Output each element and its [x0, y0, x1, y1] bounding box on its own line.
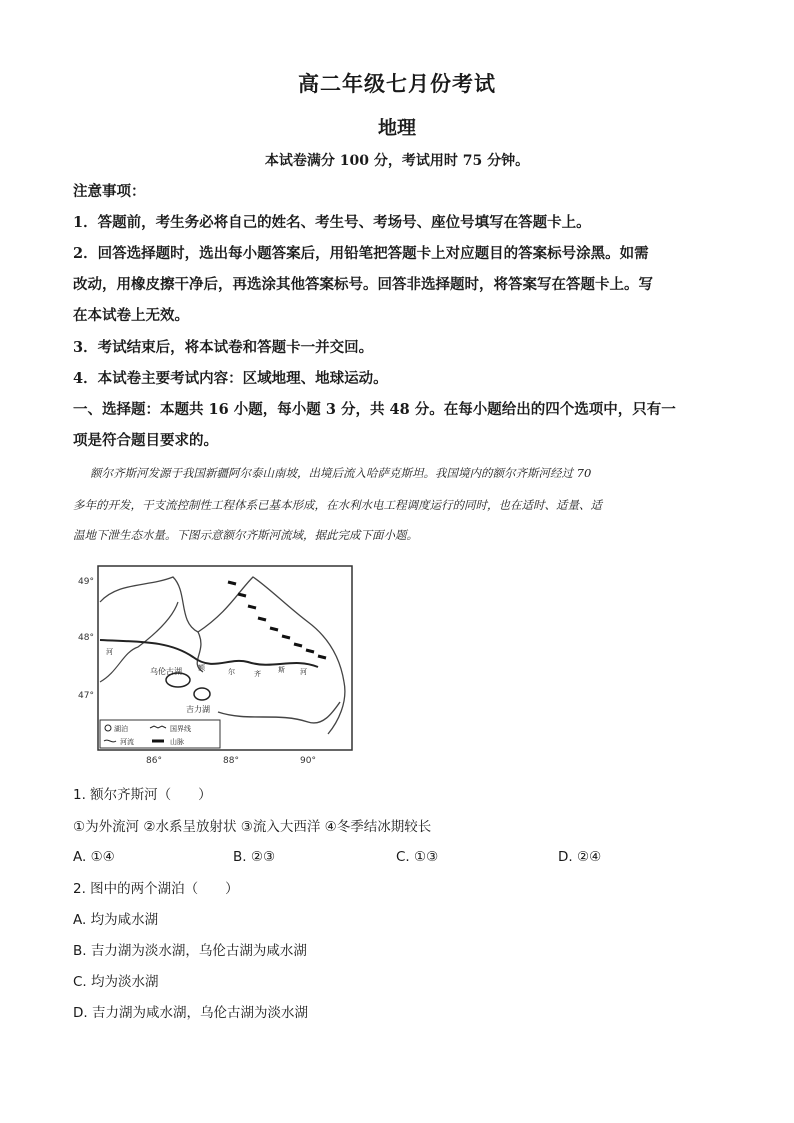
river-label-2: 额 [198, 664, 205, 672]
note-item-1: 1．答题前，考生务必将自己的姓名、考生号、考场号、座位号填写在答题卡上。 [73, 214, 591, 231]
legend-river: 河流 [120, 738, 134, 746]
lake2-label: 吉力湖 [186, 705, 210, 714]
subject-title: 地理 [377, 117, 416, 139]
river-label-6: 河 [300, 668, 307, 676]
river-label-4: 齐 [254, 670, 261, 678]
q1-stem: 1. 额尔齐斯河（ ） [73, 787, 212, 803]
lat-label-49: 49° [78, 577, 94, 587]
note-item-2-line-1: 2．回答选择题时，选出每小题答案后，用铅笔把答题卡上对应题目的答案标号涂黑。如需 [73, 245, 649, 262]
q1-option-b[interactable]: B. ②③ [233, 849, 276, 865]
q2-option-b[interactable]: B. 吉力湖为淡水湖，乌伦古湖为咸水湖 [73, 943, 307, 959]
legend-border: 国界线 [170, 725, 191, 733]
lake1-label: 乌伦古湖 [150, 667, 182, 676]
legend-mountain: 山脉 [170, 738, 184, 746]
intro-line-3: 温地下泄生态水量。下图示意额尔齐斯河流域，据此完成下面小题。 [73, 528, 418, 542]
lon-label-86: 86° [146, 756, 162, 766]
section-heading-line-2: 项是符合题目要求的。 [73, 432, 218, 449]
lon-label-88: 88° [223, 756, 239, 766]
q2-option-a[interactable]: A. 均为咸水湖 [73, 912, 159, 928]
lat-label-47: 47° [78, 691, 94, 701]
q1-option-c[interactable]: C. ①③ [396, 849, 439, 865]
legend-lake: 湖泊 [114, 725, 128, 733]
q1-option-a[interactable]: A. ①④ [73, 849, 115, 865]
lat-label-48: 48° [78, 633, 94, 643]
notes-heading: 注意事项： [73, 183, 146, 200]
exam-info: 本试卷满分 100 分，考试用时 75 分钟。 [264, 153, 530, 169]
intro-line-1: 额尔齐斯河发源于我国新疆阿尔泰山南坡，出境后流入哈萨克斯坦。我国境内的额尔齐斯河经过 70 [90, 466, 592, 480]
jili-lake [194, 688, 210, 700]
q2-option-c[interactable]: C. 均为淡水湖 [73, 974, 159, 990]
exam-title: 高二年级七月份考试 [298, 71, 496, 96]
q1-statements: ①为外流河 ②水系呈放射状 ③流入大西洋 ④冬季结冰期较长 [73, 819, 432, 835]
lon-label-90: 90° [300, 756, 316, 766]
river-label-3: 尔 [228, 668, 235, 676]
q2-stem: 2. 图中的两个湖泊（ ） [73, 881, 239, 897]
section-heading-line-1: 一、选择题：本题共 16 小题，每小题 3 分，共 48 分。在每小题给出的四个选项中，只有一 [73, 401, 676, 418]
river-label-1: 河 [106, 648, 113, 656]
intro-line-2: 多年的开发，干支流控制性工程体系已基本形成，在水利水电工程调度运行的同时，也在适时、适量、适 [73, 498, 602, 512]
note-item-2-line-2: 改动，用橡皮擦干净后，再选涂其他答案标号。回答非选择题时，将答案写在答题卡上。写 [73, 276, 653, 293]
river-label-5: 斯 [278, 666, 285, 674]
note-item-3: 3．考试结束后，将本试卷和答题卡一并交回。 [73, 339, 374, 356]
note-item-4: 4．本试卷主要考试内容：区域地理、地球运动。 [73, 370, 388, 387]
q1-option-d[interactable]: D. ②④ [558, 849, 602, 865]
q2-option-d[interactable]: D. 吉力湖为咸水湖，乌伦古湖为淡水湖 [73, 1005, 308, 1021]
irtysh-basin-map [78, 562, 368, 770]
note-item-2-line-3: 在本试卷上无效。 [73, 307, 189, 324]
